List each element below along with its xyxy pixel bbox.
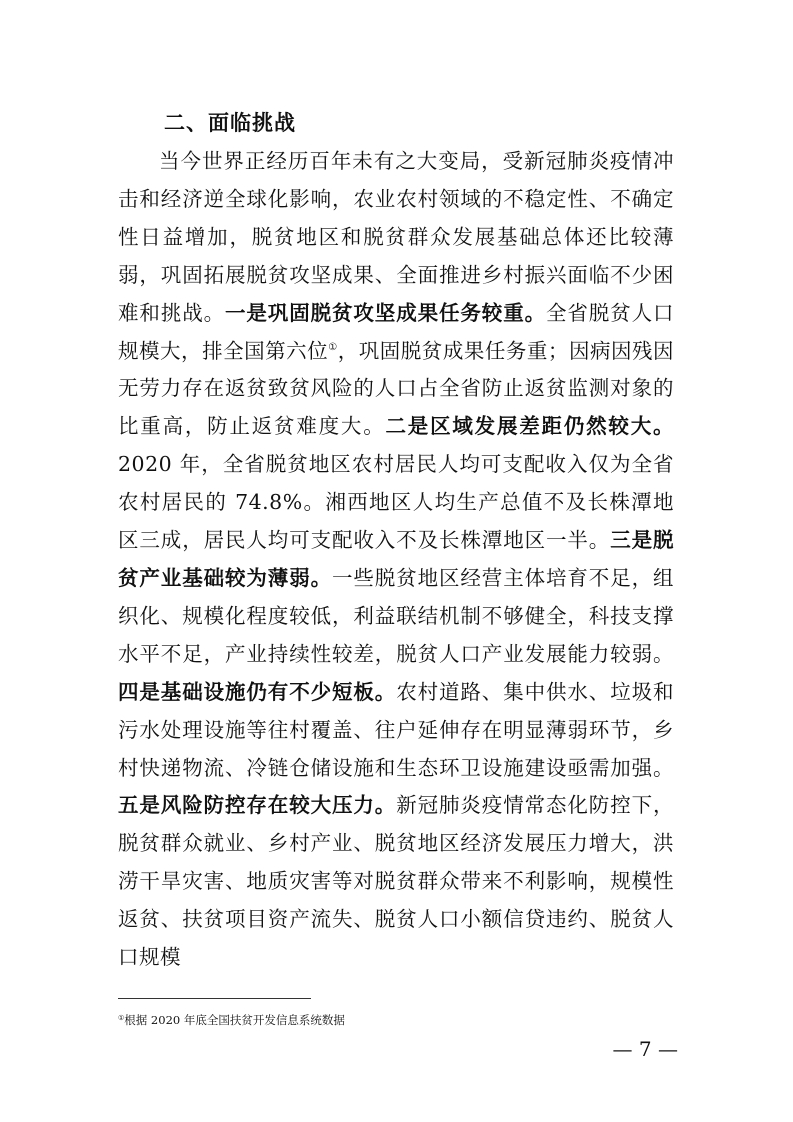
paragraph-lead: 当今世界正经历百年未有之大变局，受新冠肺炎疫情冲击和经济逆全球化影响，农业农村领域的不稳定性、不确定性日益增加，脱贫地区和脱贫群众发展基础总体还比较薄弱，巩固拓展脱贫攻坚成果、全面推进乡村振兴面临不少困难和挑战。 [118, 149, 674, 325]
point-1-text-a: 全省脱贫人口规模大，排全国第六位 [118, 300, 674, 363]
point-2-text: 2020 年，全省脱贫地区农村居民人均可支配收入仅为全省农村居民的 74.8%。湘西地区人均生产总值不及长株潭地区三成，居民人均可支配收入不及长株潭地区一半。 [118, 452, 674, 553]
point-1-title: 一是巩固脱贫攻坚成果任务较重。 [225, 300, 546, 325]
point-3-title: 三是脱贫产业基础较为薄弱。 [118, 528, 675, 590]
body-paragraph [118, 143, 674, 977]
footnote-reference[interactable]: ① [328, 341, 338, 353]
footnote-divider [118, 998, 311, 999]
point-4-title: 四是基础设施仍有不少短板。 [118, 679, 397, 704]
point-5-title: 五是风险防控存在较大压力。 [118, 793, 397, 818]
page-number: — 7 — [612, 1037, 678, 1061]
point-1-text-b: ，巩固脱贫成果任务重；因病因残因无劳力存在返贫致贫风险的人口占全省防止返贫监测对象的比重高，防止返贫难度大。 [118, 338, 675, 439]
footnote-mark: ① [118, 1014, 125, 1022]
point-4-text: 农村道路、集中供水、垃圾和污水处理设施等往村覆盖、往户延伸存在明显薄弱环节，乡村快递物流、冷链仓储设施和生态环卫设施建设亟需加强。 [118, 679, 675, 780]
point-2-title: 二是区域发展差距仍然较大。 [385, 414, 674, 439]
footnote-text: 根据 2020 年底全国扶贫开发信息系统数据 [124, 1013, 345, 1027]
point-5-text: 新冠肺炎疫情常态化防控下，脱贫群众就业、乡村产业、脱贫地区经济发展压力增大，洪涝干旱灾害、地质灾害等对脱贫群众带来不利影响，规模性返贫、扶贫项目资产流失、脱贫人口小额信贷违约、脱贫人口规模 [118, 793, 675, 970]
section-heading: 二、面临挑战 [164, 110, 296, 135]
point-3-text: 一些脱贫地区经营主体培育不足，组织化、规模化程度较低，利益联结机制不够健全，科技支撑水平不足，产业持续性较差，脱贫人口产业发展能力较弱。 [118, 565, 674, 666]
footnote [118, 1010, 345, 1028]
